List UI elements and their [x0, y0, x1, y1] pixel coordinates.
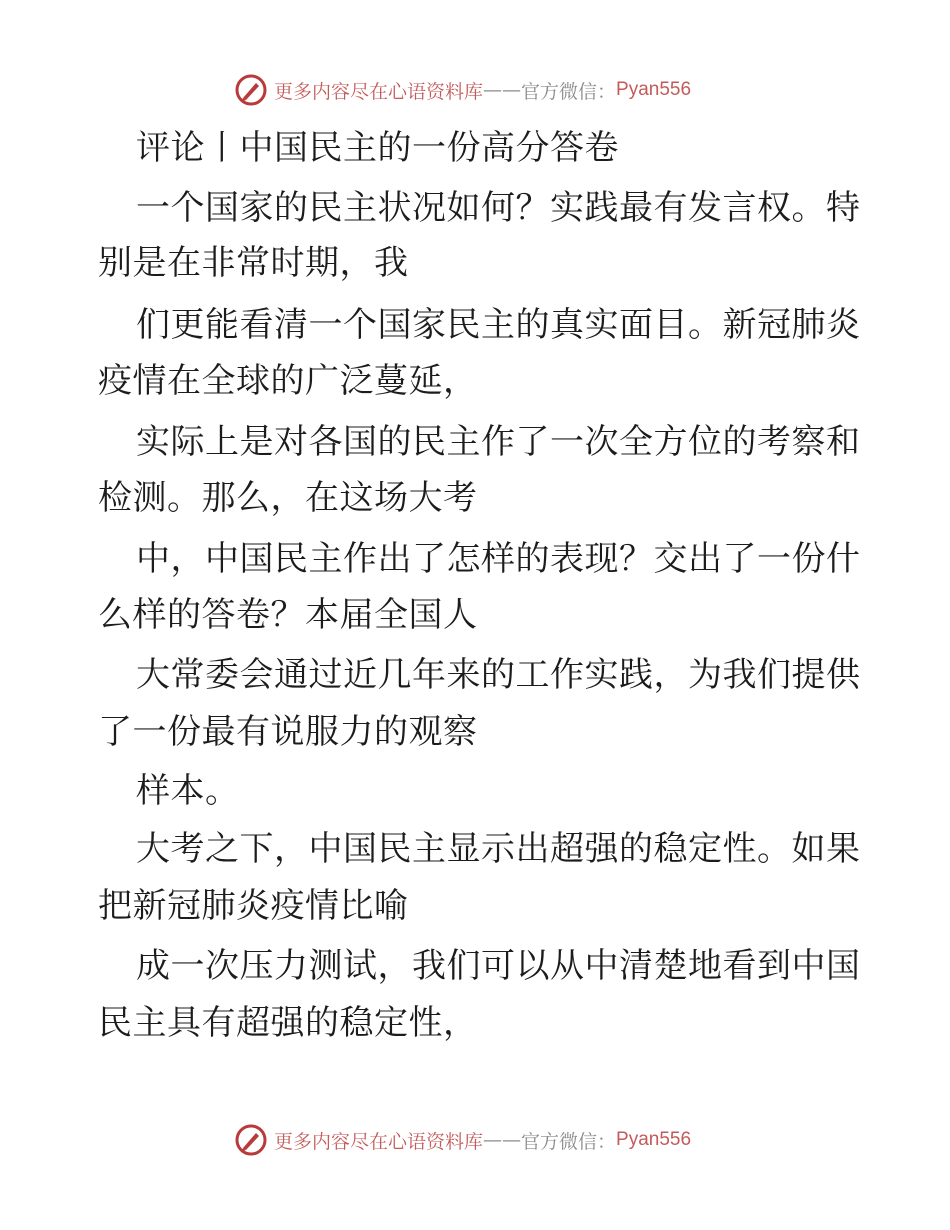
text-line: 一个国家的民主状况如何？实践最有发言权。特 — [136, 188, 861, 228]
text-line: 检测。那么，在这场大考 — [98, 478, 478, 518]
text-line: 大考之下，中国民主显示出超强的稳定性。如果 — [136, 829, 861, 869]
text-line: 实际上是对各国的民主作了一次全方位的考察和 — [136, 422, 861, 462]
banner-wechat-label: 官方微信： — [521, 1130, 617, 1153]
banner-dash: —— — [483, 1129, 522, 1151]
banner-main-text: 更多内容尽在心语资料库 — [274, 1130, 484, 1153]
header-banner — [234, 72, 691, 108]
text-line: 样本。 — [136, 771, 240, 811]
text-line: 把新冠肺炎疫情比喻 — [98, 886, 409, 926]
pen-logo-icon — [234, 1123, 268, 1157]
banner-dash: —— — [483, 79, 522, 101]
text-line: 疫情在全球的广泛蔓延， — [98, 361, 478, 401]
text-line: 中，中国民主作出了怎样的表现？交出了一份什 — [136, 539, 861, 579]
banner-wechat-id: Pyan556 — [616, 1129, 692, 1150]
text-line: 们更能看清一个国家民主的真实面目。新冠肺炎 — [136, 305, 861, 345]
text-line: 成一次压力测试，我们可以从中清楚地看到中国 — [136, 946, 861, 986]
text-line: 大常委会通过近几年来的工作实践，为我们提供 — [136, 655, 861, 695]
footer-banner — [234, 1122, 691, 1158]
banner-wechat-label: 官方微信： — [521, 80, 617, 103]
text-line: 别是在非常时期，我 — [98, 243, 409, 283]
text-line: 么样的答卷？本届全国人 — [98, 595, 478, 635]
banner-wechat-id: Pyan556 — [616, 79, 692, 100]
text-line: 了一份最有说服力的观察 — [98, 712, 478, 752]
text-line: 民主具有超强的稳定性， — [98, 1003, 478, 1043]
banner-main-text: 更多内容尽在心语资料库 — [274, 80, 484, 103]
document-title: 评论丨中国民主的一份高分答卷 — [136, 128, 619, 168]
pen-logo-icon — [234, 73, 268, 107]
